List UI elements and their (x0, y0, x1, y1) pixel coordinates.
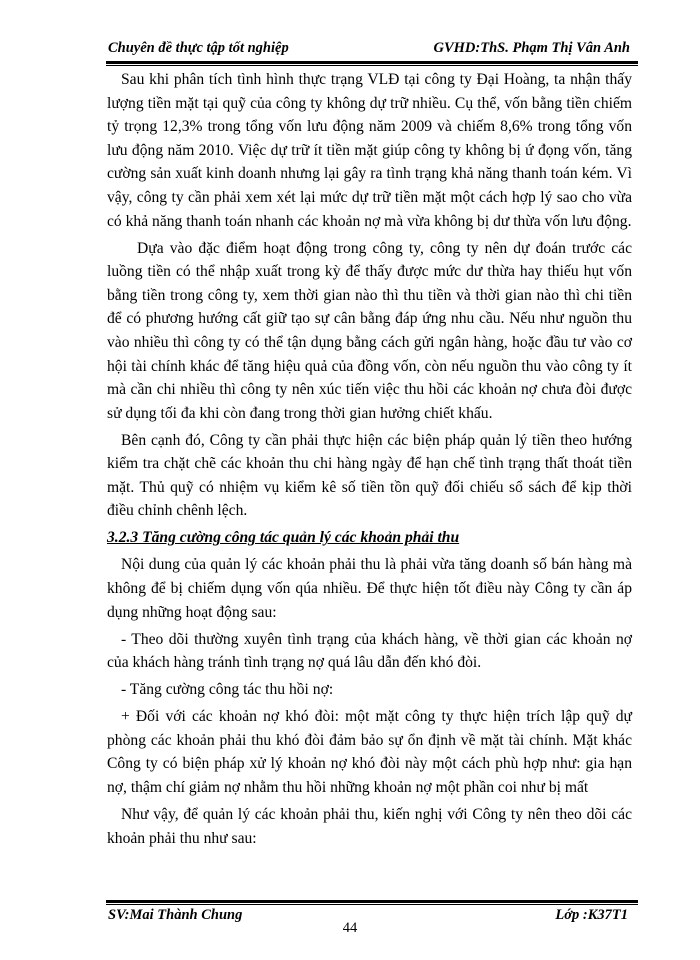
list-item-monitor-customers: - Theo dõi thường xuyên tình trạng của khách hàng, về thời gian các khoản nợ của khách hàng tránh tình trạng nợ quá lâu dẫn đến khó đòi. (107, 630, 632, 672)
paragraph-receivables-intro: Nội dung của quản lý các khoản phải thu là phải vừa tăng doanh số bán hàng mà không để bị chiếm dụng vốn qúa nhiều. Để thực hiện tốt điều này Công ty cần áp dụng những hoạt động sau: (107, 556, 632, 621)
header-title: Chuyên đề thực tập tốt nghiệp (108, 40, 289, 56)
page-header (106, 38, 638, 60)
header-rule-thin (106, 65, 638, 66)
footer-rule-thin (106, 904, 638, 905)
paragraph-conclusion: Như vậy, để quản lý các khoản phải thu, kiến nghị với Công ty nên theo dõi các khoản phải thu như sau: (107, 805, 632, 847)
header-supervisor: GVHD:ThS. Phạm Thị Vân Anh (433, 40, 630, 56)
paragraph-cash-control: Bên cạnh đó, Công ty cần phải thực hiện các biện pháp quản lý tiền theo hướng kiểm tra chặt chẽ các khoản thu chi hàng ngày để hạn chế tình trạng thất thoát tiền mặt. Thủ quỹ có nhiệm vụ kiểm kê số tiền tồn quỹ đối chiếu sổ sách để kịp thời điều chỉnh chênh lệch. (107, 431, 632, 520)
footer-student: SV:Mai Thành Chung (108, 907, 243, 923)
header-rule-thick (106, 61, 638, 64)
paragraph-cash-forecast: Dựa vào đặc điểm hoạt động trong công ty, công ty nên dự đoán trước các luồng tiền có thể nhập xuất trong kỳ để thấy được mức dư thừa hay thiếu hụt vốn bằng tiền trong công ty, xem thời gian nào thì thu tiền và thời gian nào thì chi tiền để có phương hướng cất giữ tạo sự cân bằng đáp ứng nhu cầu. Nếu như nguồn thu vào nhiều thì công ty có thể tận dụng bằng cách gửi ngân hàng, hoặc đầu tư vào cơ hội tài chính khác để tăng hiệu quả của đồng vốn, còn nếu nguồn thu vào công ty ít mà cần chi nhiều thì công ty nên xúc tiến việc thu hồi các khoản nợ chưa đòi được sử dụng tối đa khi còn đang trong thời gian hưởng chiết khấu. (107, 239, 632, 422)
footer-rule-thick (106, 900, 638, 903)
document-body (107, 68, 632, 854)
page-number: 44 (342, 920, 358, 936)
list-item-debt-collection: - Tăng cường công tác thu hồi nợ: (121, 681, 334, 699)
section-heading: 3.2.3 Tăng cường công tác quản lý các khoản phải thu (107, 529, 460, 547)
paragraph-cash-reserve: Sau khi phân tích tình hình thực trạng VLĐ tại công ty Đại Hoàng, ta nhận thấy lượng tiền mặt tại quỹ của công ty không dự trữ nhiều. Cụ thể, vốn bằng tiền chiếm tỷ trọng 12,3% trong tổng vốn lưu động năm 2009 và chiếm 8,6% trong tổng vốn lưu động năm 2010. Việc dự trữ ít tiền mặt giúp công ty không bị ứ đọng vốn, tăng cường sản xuất kinh doanh nhưng lại gây ra tình trạng khả năng thanh toán kém. Vì vậy, công ty cần phải xem xét lại mức dự trữ tiền mặt một cách hợp lý sao cho vừa có khả năng thanh toán nhanh các khoản nợ mà vừa không bị dư thừa vốn lưu động. (107, 71, 632, 230)
footer-class: Lớp :K37T1 (555, 907, 628, 923)
list-item-bad-debts: + Đối với các khoản nợ khó đòi: một mặt công ty thực hiện trích lập quỹ dự phòng các khoản phải thu khó đòi đảm bảo sự ổn định về mặt tài chính. Mặt khác Công ty có biện pháp xử lý khoản nợ khó đòi này một cách phù hợp như: gia hạn nợ, thậm chí giảm nợ nhằm thu hồi những khoản nợ một phần coi như bị mất (107, 708, 632, 796)
